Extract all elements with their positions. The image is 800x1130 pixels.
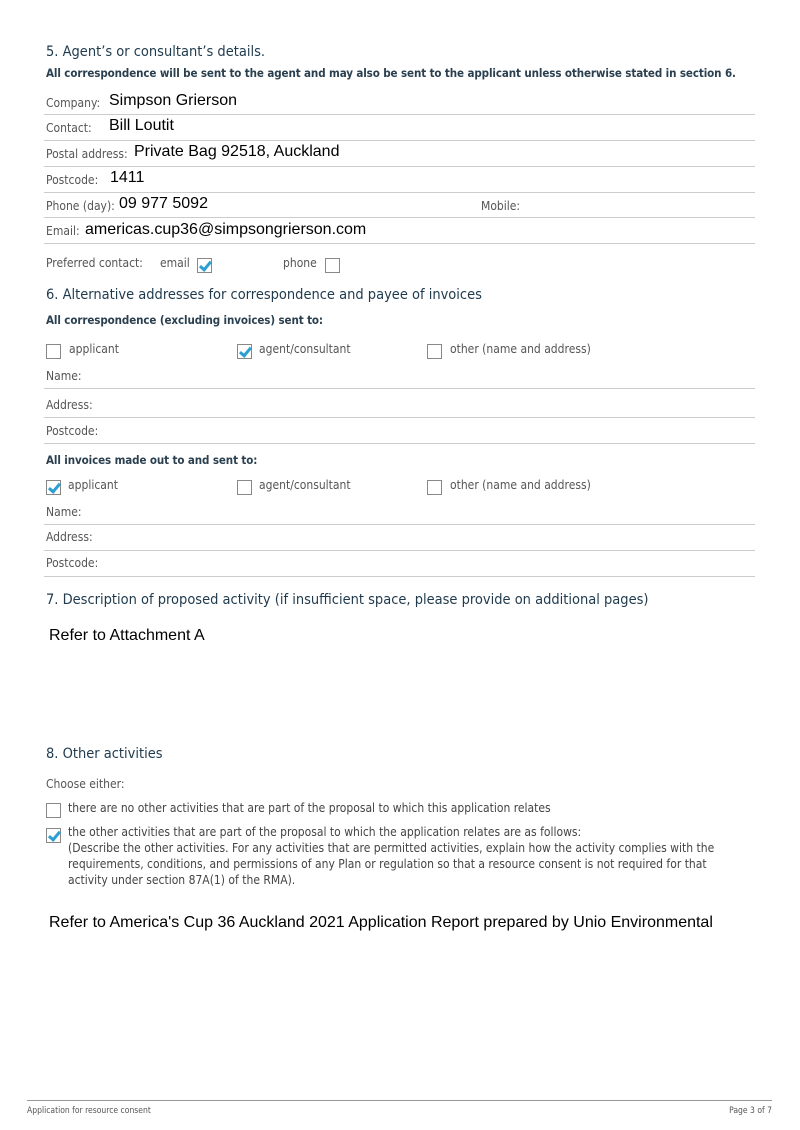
- other-activities-note: (Describe the other activities. For any activities that are permitted activities, explain how the activity complies with the: [68, 841, 715, 855]
- inv-address-label: Address:: [46, 530, 93, 544]
- divider: [44, 550, 755, 551]
- page-number: Page 3 of 7: [729, 1106, 772, 1116]
- inv-agent-checkbox[interactable]: [237, 480, 252, 495]
- corr-postcode-label: Postcode:: [46, 424, 99, 438]
- corr-applicant-checkbox[interactable]: [46, 344, 61, 359]
- divider: [44, 576, 755, 577]
- other-activities-note: requirements, conditions, and permissions of any Plan or regulation so that a resource consent is not required for that: [68, 857, 707, 871]
- divider: [44, 524, 755, 525]
- choose-either-label: Choose either:: [46, 777, 125, 791]
- section6-title: 6. Alternative addresses for correspondence and payee of invoices: [46, 287, 482, 303]
- inv-other-checkbox[interactable]: [427, 480, 442, 495]
- divider: [44, 166, 755, 167]
- corr-agent-label: agent/consultant: [259, 342, 351, 356]
- corr-other-label: other (name and address): [450, 342, 591, 356]
- postal-label: Postal address:: [46, 147, 128, 161]
- other-activities-label: the other activities that are part of the proposal to which the application relates are as follows:: [68, 825, 582, 839]
- email-label: Email:: [46, 224, 80, 238]
- other-activities-description[interactable]: Refer to America's Cup 36 Auckland 2021 Application Report prepared by Unio Environmental: [49, 914, 713, 931]
- company-label: Company:: [46, 96, 101, 110]
- company-field[interactable]: Simpson Grierson: [109, 92, 238, 109]
- inv-applicant-checkbox[interactable]: [46, 480, 61, 495]
- activity-description[interactable]: Refer to Attachment A: [49, 627, 205, 644]
- preferred-contact-label: Preferred contact:: [46, 256, 143, 270]
- pref-phone-label: phone: [283, 256, 317, 270]
- phone-label: Phone (day):: [46, 199, 115, 213]
- postcode-label: Postcode:: [46, 173, 99, 187]
- divider: [44, 114, 755, 115]
- divider: [44, 140, 755, 141]
- inv-agent-label: agent/consultant: [259, 478, 351, 492]
- phone-field[interactable]: 09 977 5092: [119, 195, 208, 212]
- footer-title: Application for resource consent: [27, 1106, 151, 1116]
- other-activities-note: activity under section 87A(1) of the RMA).: [68, 873, 296, 887]
- mobile-label: Mobile:: [481, 199, 521, 213]
- inv-other-label: other (name and address): [450, 478, 591, 492]
- divider: [44, 217, 755, 218]
- section5-title: 5. Agent’s or consultant’s details.: [46, 44, 266, 60]
- divider: [44, 417, 755, 418]
- divider: [44, 388, 755, 389]
- footer-divider: [27, 1100, 772, 1101]
- divider: [44, 192, 755, 193]
- divider: [44, 243, 755, 244]
- inv-postcode-label: Postcode:: [46, 556, 99, 570]
- corr-agent-checkbox[interactable]: [237, 344, 252, 359]
- postal-field[interactable]: Private Bag 92518, Auckland: [134, 143, 340, 160]
- section8-title: 8. Other activities: [46, 746, 163, 762]
- contact-label: Contact:: [46, 121, 92, 135]
- inv-applicant-label: applicant: [68, 478, 118, 492]
- corr-address-label: Address:: [46, 398, 93, 412]
- no-other-activities-label: there are no other activities that are part of the proposal to which this application relates: [68, 801, 551, 815]
- section7-title: 7. Description of proposed activity (if insufficient space, please provide on additional pages): [46, 592, 649, 608]
- pref-phone-checkbox[interactable]: [325, 258, 340, 273]
- corr-applicant-label: applicant: [69, 342, 119, 356]
- pref-email-label: email: [160, 256, 190, 270]
- correspondence-heading: All correspondence (excluding invoices) sent to:: [46, 313, 323, 327]
- pref-email-checkbox[interactable]: [197, 258, 212, 273]
- corr-name-label: Name:: [46, 369, 82, 383]
- other-activities-checkbox[interactable]: [46, 828, 61, 843]
- corr-other-checkbox[interactable]: [427, 344, 442, 359]
- invoices-heading: All invoices made out to and sent to:: [46, 453, 258, 467]
- section5-note: All correspondence will be sent to the agent and may also be sent to the applicant unless otherwise stated in section 6.: [46, 66, 736, 80]
- postcode-field[interactable]: 1411: [110, 169, 145, 186]
- email-field[interactable]: americas.cup36@simpsongrierson.com: [85, 221, 367, 238]
- contact-field[interactable]: Bill Loutit: [109, 117, 174, 134]
- divider: [44, 443, 755, 444]
- no-other-activities-checkbox[interactable]: [46, 803, 61, 818]
- inv-name-label: Name:: [46, 505, 82, 519]
